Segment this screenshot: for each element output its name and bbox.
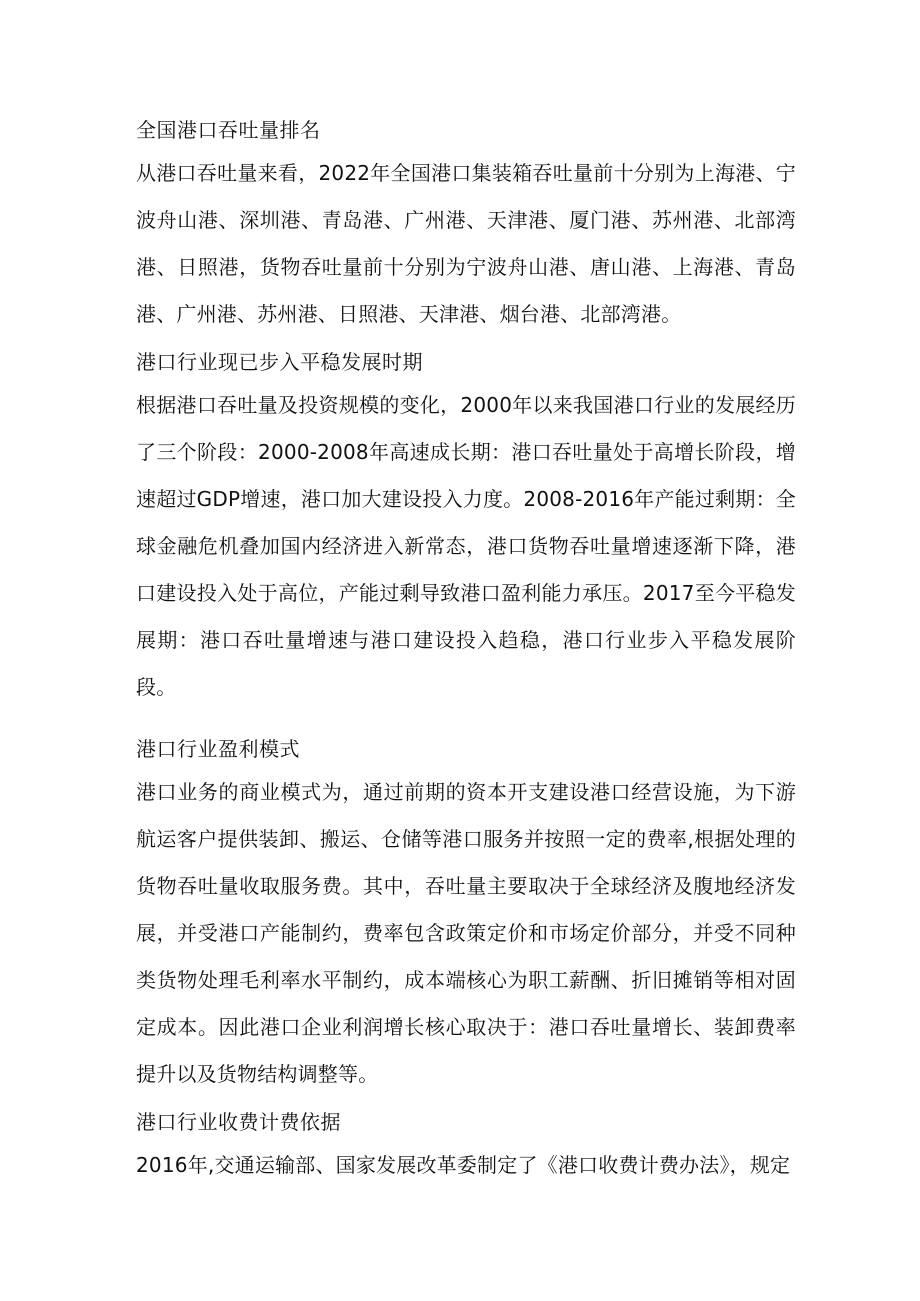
section-title-stable-development: 港口行业现已步入平稳发展时期 — [136, 350, 423, 374]
section-body-port-throughput-ranking: 从港口吞吐量来看，2022年全国港口集装箱吞吐量前十分别为上海港、宁波舟山港、深圳港、青岛港、广州港、天津港、厦门港、苏州港、北部湾港、日照港，货物吞吐量前十分别为宁波舟山港、唐山港、上海港、青岛港、广州港、苏州港、日照港、天津港、烟台港、北部湾港。 — [136, 161, 796, 326]
document-body — [136, 112, 796, 1189]
section-body-fee-basis: 2016年,交通运输部、国家发展改革委制定了《港口收费计费办法》，规定 — [136, 1153, 791, 1177]
section-title-fee-basis: 港口行业收费计费依据 — [136, 1110, 341, 1134]
section-body-stable-development: 根据港口吞吐量及投资规模的变化，2000年以来我国港口行业的发展经历了三个阶段：2000-2008年高速成长期：港口吞吐量处于高增长阶段，增速超过GDP增速，港口加大建设投入力度。2008-2016年产能过剩期：全球金融危机叠加国内经济进入新常态，港口货物吞吐量增速逐渐下降，港口建设投入处于高位，产能过剩导致港口盈利能力承压。2017至今平稳发展期：港口吞吐量增速与港口建设投入趋稳，港口行业步入平稳发展阶段。 — [136, 393, 796, 699]
section-body-profit-model: 港口业务的商业模式为，通过前期的资本开支建设港口经营设施，为下游航运客户提供装卸、搬运、仓储等港口服务并按照一定的费率,根据处理的货物吞吐量收取服务费。其中，吞吐量主要取决于全球经济及腹地经济发展，并受港口产能制约，费率包含政策定价和市场定价部分，并受不同种类货物处理毛利率水平制约，成本端核心为职工薪酬、折旧摊销等相对固定成本。因此港口企业利润增长核心取决于：港口吞吐量增长、装卸费率提升以及货物结构调整等。 — [136, 780, 796, 1086]
section-title-profit-model: 港口行业盈利模式 — [136, 737, 300, 761]
section-title-port-throughput-ranking: 全国港口吞吐量排名 — [136, 118, 321, 142]
